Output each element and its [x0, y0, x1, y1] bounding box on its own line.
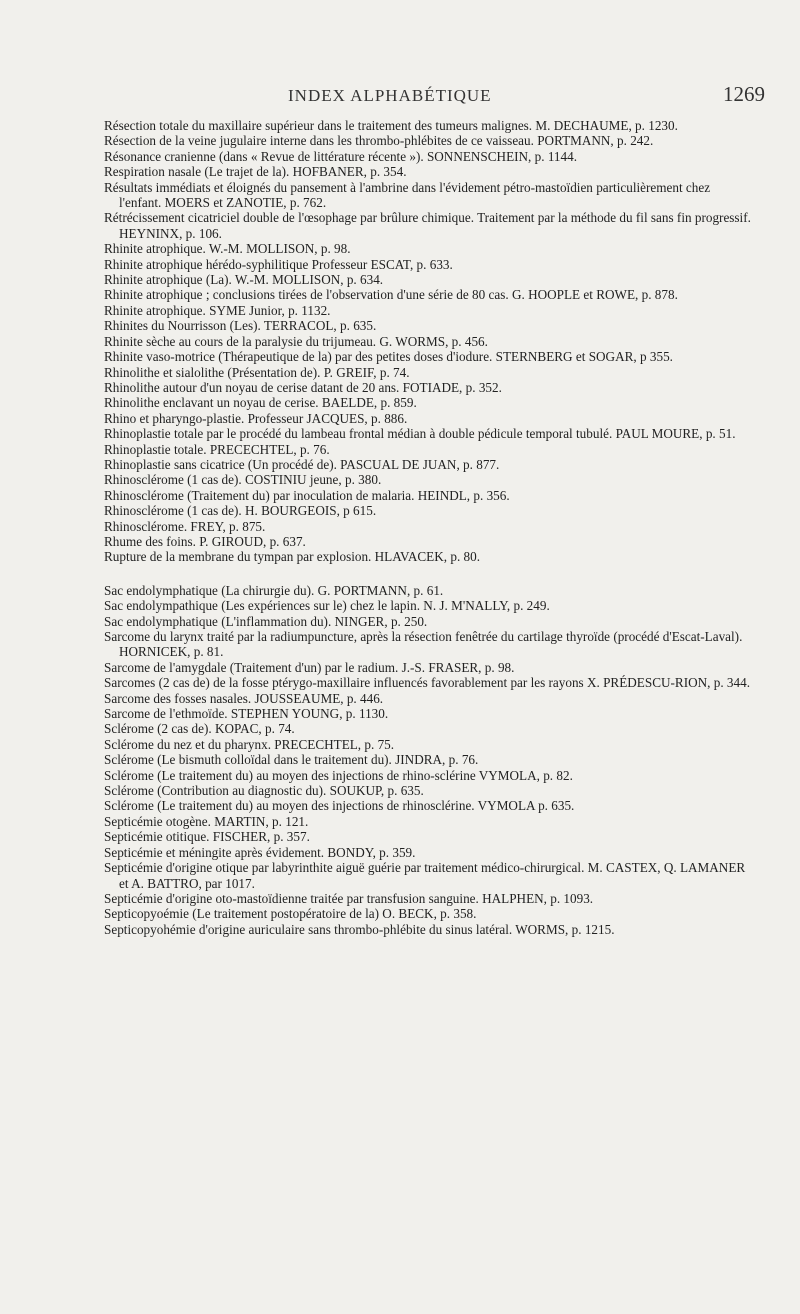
index-entry: Sclérome (Contribution au diagnostic du). SOUKUP, p. 635. [104, 783, 424, 799]
index-entry: Sclérome du nez et du pharynx. PRECECHTEL, p. 75. [104, 736, 395, 752]
running-head: INDEX ALPHABÉTIQUE [288, 86, 492, 105]
index-entry: Rhinolithe et sialolithe (Présentation de). P. GREIF, p. 74. [104, 364, 410, 380]
index-entry: Rhinoplastie totale. PRECECHTEL, p. 76. [104, 441, 330, 457]
section-r [0, 118, 800, 565]
index-entry: Rhinites du Nourrisson (Les). TERRACOL, p. 635. [104, 318, 377, 334]
page-header [0, 82, 800, 112]
index-entry: Septicopyoémie (Le traitement postopératoire de la) O. BECK, p. 358. [104, 906, 477, 922]
index-entry: Rhinosclérome. FREY, p. 875. [104, 518, 266, 534]
index-entry: Résection totale du maxillaire supérieur dans le traitement des tumeurs malignes. M. DECHAUME, p. 1230. [104, 118, 678, 133]
index-entry: Rétrécissement cicatriciel double de l'œsophage par brûlure chimique. Traitement par la méthode du fil sans fin progressif. HEYNINX, p. 106. [104, 210, 751, 241]
index-entry: Sclérome (Le traitement du) au moyen des injections de rhinosclérine. VYMOLA p. 635. [104, 798, 575, 814]
index-entry: Rhinolithe autour d'un noyau de cerise datant de 20 ans. FOTIADE, p. 352. [104, 379, 502, 395]
index-entry: Rhino et pharyngo-plastie. Professeur JACQUES, p. 886. [104, 410, 408, 426]
index-entry: Sarcomes (2 cas de) de la fosse ptérygo-maxillaire influencés favorablement par les rayons X. PRÉDESCU-RION, p. 344. [104, 675, 751, 691]
index-entry: Résonance cranienne (dans « Revue de littérature récente »). SONNENSCHEIN, p. 1144. [104, 148, 578, 164]
section-divider [0, 565, 800, 583]
index-entry: Rhinite atrophique. W.-M. MOLLISON, p. 98. [104, 241, 351, 257]
index-entry: Sclérome (Le traitement du) au moyen des injections de rhino-sclérine VYMOLA, p. 82. [104, 767, 573, 783]
index-entry: Rhinoplastie totale par le procédé du lambeau frontal médian à double pédicule temporal tubulé. PAUL MOURE, p. 51. [104, 426, 736, 442]
index-entry: Sclérome (2 cas de). KOPAC, p. 74. [104, 721, 295, 737]
index-entry: Septicémie d'origine oto-mastoïdienne traitée par transfusion sanguine. HALPHEN, p. 1093. [104, 890, 594, 906]
index-entry: Rhinite atrophique. SYME Junior, p. 1132. [104, 302, 331, 318]
index-entry: Sarcome de l'amygdale (Traitement d'un) par le radium. J.-S. FRASER, p. 98. [104, 659, 515, 675]
index-entry: Sarcome des fosses nasales. JOUSSEAUME, p. 446. [104, 690, 384, 706]
index-entry: Rhinite sèche au cours de la paralysie du trijumeau. G. WORMS, p. 456. [104, 333, 488, 349]
index-entry: Sarcome du larynx traité par la radiumpuncture, après la résection fenêtrée du cartilage thyroïde (procédé d'Escat-Laval). HORNICEK, p. 81. [104, 629, 743, 660]
index-entry: Rhinosclérome (Traitement du) par inoculation de malaria. HEINDL, p. 356. [104, 487, 510, 503]
index-entry: Rhinite atrophique ; conclusions tirées de l'observation d'une série de 80 cas. G. HOOPLE et ROWE, p. 878. [104, 287, 678, 303]
index-entry: Sac endolymphatique (La chirurgie du). G. PORTMANN, p. 61. [104, 582, 444, 598]
index-entry: Rupture de la membrane du tympan par explosion. HLAVACEK, p. 80. [104, 549, 481, 565]
index-entry: Sclérome (Le bismuth colloïdal dans le traitement du). JINDRA, p. 76. [104, 752, 479, 768]
section-s [0, 583, 800, 937]
index-entry: Rhinite vaso-motrice (Thérapeutique de la) par des petites doses d'iodure. STERNBERG et SOGAR, p 355. [104, 349, 673, 365]
index-entry: Septicémie et méningite après évidement. BONDY, p. 359. [104, 844, 416, 860]
index-entry: Rhinite atrophique (La). W.-M. MOLLISON, p. 634. [104, 272, 384, 288]
index-entries [0, 118, 800, 937]
page-number: 1269 [723, 82, 765, 106]
index-entry: Résultats immédiats et éloignés du pansement à l'ambrine dans l'évidement pétro-mastoïdien particulièrement chez l'enfant. MOERS et ZANOTIE, p. 762. [104, 179, 711, 211]
index-entry: Sarcome de l'ethmoïde. STEPHEN YOUNG, p. 1130. [104, 706, 389, 722]
index-entry: Sac endolympathique (Les expériences sur le) chez le lapin. N. J. M'NALLY, p. 249. [104, 598, 550, 614]
index-entry: Rhinoplastie sans cicatrice (Un procédé de). PASCUAL DE JUAN, p. 877. [104, 456, 500, 472]
index-entry: Rhinosclérome (1 cas de). H. BOURGEOIS, p 615. [104, 503, 377, 519]
index-entry: Résection de la veine jugulaire interne dans les thrombo-phlébites de ce vaisseau. PORTMANN, p. 242. [104, 133, 654, 149]
index-entry: Rhinosclérome (1 cas de). COSTINIU jeune, p. 380. [104, 472, 382, 488]
index-entry: Rhume des foins. P. GIROUD, p. 637. [104, 533, 306, 549]
index-entry: Rhinite atrophique hérédo-syphilitique Professeur ESCAT, p. 633. [104, 256, 453, 272]
index-entry: Septicémie otitique. FISCHER, p. 357. [104, 829, 310, 845]
index-entry: Rhinolithe enclavant un noyau de cerise. BAELDE, p. 859. [104, 395, 417, 411]
index-entry: Respiration nasale (Le trajet de la). HOFBANER, p. 354. [104, 164, 407, 180]
index-entry: Septicopyohémie d'origine auriculaire sans thrombo-phlébite du sinus latéral. WORMS, p. 1215. [104, 921, 615, 937]
index-entry: Sac endolymphatique (L'inflammation du). NINGER, p. 250. [104, 613, 428, 629]
index-entry: Septicémie otogène. MARTIN, p. 121. [104, 813, 309, 829]
index-entry: Septicémie d'origine otique par labyrinthite aiguë guérie par traitement médico-chirurgical. M. CASTEX, Q. LAMANER et A. BATTRO, par 1017. [104, 860, 746, 891]
